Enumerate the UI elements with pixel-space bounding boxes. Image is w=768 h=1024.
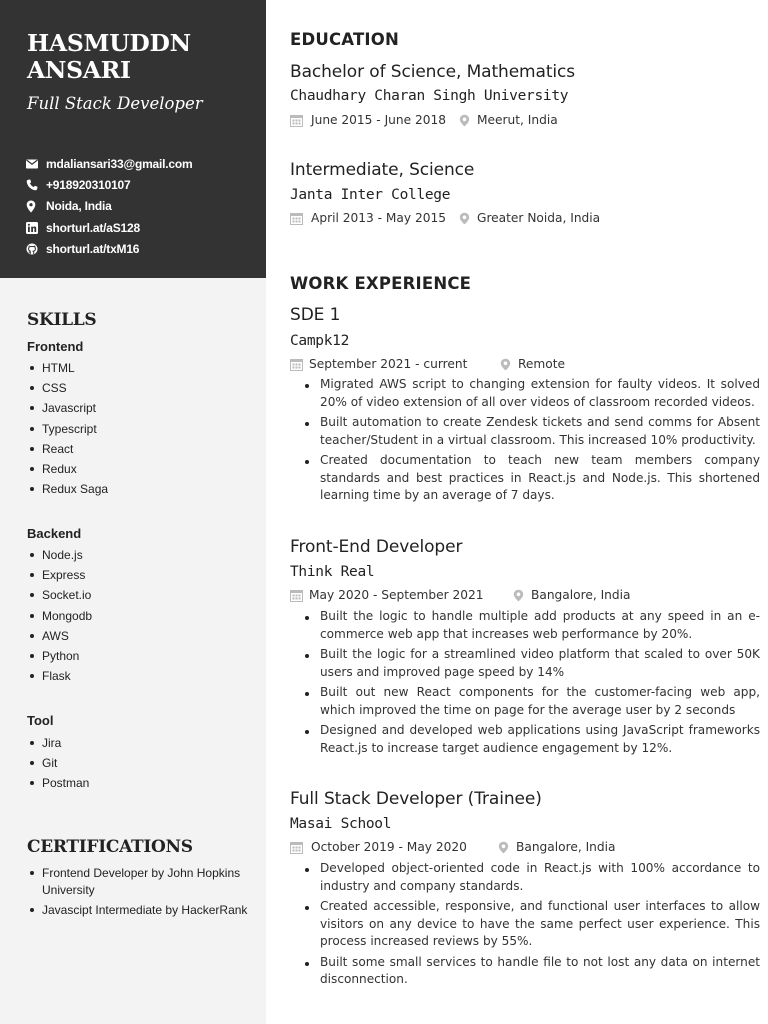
job-bullets <box>304 860 760 992</box>
list-item: Designed and developed web applications using JavaScript frameworks React.js to increase target audience engagement by 12%. <box>304 722 760 757</box>
list-item: Postman <box>28 773 89 793</box>
location-pin-icon <box>512 589 525 602</box>
list-item: Python <box>28 646 92 666</box>
contact-github[interactable]: shorturl.at/txM16 <box>26 238 261 259</box>
location-text: Bangalore, India <box>516 840 616 854</box>
job-meta <box>290 840 616 854</box>
skills-backend-list <box>28 545 92 686</box>
job-bullets <box>304 608 760 760</box>
calendar-icon <box>290 114 303 127</box>
contact-list <box>26 153 261 259</box>
list-item: React <box>28 439 108 459</box>
work-experience-heading: WORK EXPERIENCE <box>290 274 472 293</box>
company-name: Masai School <box>290 816 392 832</box>
list-item: Built the logic to handle multiple add products at any speed in an e-commerce web app that increases web performance by 20%. <box>304 608 760 643</box>
linkedin-icon <box>26 222 46 234</box>
contact-phone[interactable]: +918920310107 <box>26 174 261 195</box>
skills-frontend-list <box>28 358 108 499</box>
degree-title: Bachelor of Science, Mathematics <box>290 62 576 82</box>
location-pin-icon <box>499 358 512 371</box>
list-item: Jira <box>28 733 89 753</box>
contact-location: Noida, India <box>26 196 261 217</box>
list-item: AWS <box>28 626 92 646</box>
job-meta <box>290 588 631 602</box>
list-item: Flask <box>28 666 92 686</box>
list-item: Developed object-oriented code in React.js with 100% accordance to industry and company standards. <box>304 860 760 895</box>
list-item: Node.js <box>28 545 92 565</box>
list-item: Built the logic for a streamlined video platform that scaled to over 50K users and improved page speed by 14% <box>304 646 760 681</box>
location-pin-icon <box>497 841 510 854</box>
list-item: Redux Saga <box>28 479 108 499</box>
list-item: Built automation to create Zendesk tickets and send comms for Absent teacher/Student in a virtual classroom. This increased 10% productivity. <box>304 414 760 449</box>
date-range: May 2020 - September 2021 <box>309 588 484 602</box>
github-icon <box>26 243 46 255</box>
date-range: October 2019 - May 2020 <box>311 840 467 854</box>
calendar-icon <box>290 589 303 602</box>
skills-group-frontend-title: Frontend <box>27 339 84 354</box>
list-item: Javascript <box>28 398 108 418</box>
company-name: Think Real <box>290 564 375 580</box>
school-name: Janta Inter College <box>290 187 451 203</box>
list-item: Redux <box>28 459 108 479</box>
date-range: June 2015 - June 2018 <box>311 113 447 127</box>
location-text: Meerut, India <box>477 113 558 127</box>
sidebar <box>0 0 266 1024</box>
job-title: Full Stack Developer (Trainee) <box>290 789 542 809</box>
location-pin-icon <box>458 212 471 225</box>
list-item: Created documentation to teach new team members company standards and best practices in React.js and Node.js. This shortened learning time by an average of 7 days. <box>304 452 760 505</box>
job-title: SDE 1 <box>290 305 341 325</box>
list-item: Socket.io <box>28 585 92 605</box>
list-item: Express <box>28 565 92 585</box>
location-icon <box>26 200 46 213</box>
certifications-heading: CERTIFICATIONS <box>27 837 193 857</box>
list-item: Typescript <box>28 419 108 439</box>
date-range: April 2013 - May 2015 <box>311 211 446 225</box>
list-item: Built some small services to handle file to not lost any data on internet disconnection. <box>304 954 760 989</box>
list-item: Built out new React components for the customer-facing web app, which improved the time on page for the average user by 2 seconds <box>304 684 760 719</box>
list-item: Migrated AWS script to changing extension for faulty videos. It solved 20% of video extension of all over videos of classroom recorded videos. <box>304 376 760 411</box>
candidate-role: Full Stack Developer <box>27 94 203 113</box>
job-title: Front-End Developer <box>290 537 463 557</box>
company-name: Campk12 <box>290 333 350 349</box>
list-item: HTML <box>28 358 108 378</box>
skills-group-tool-title: Tool <box>27 713 54 728</box>
education-heading: EDUCATION <box>290 30 399 49</box>
location-pin-icon <box>458 114 471 127</box>
calendar-icon <box>290 841 303 854</box>
location-text: Remote <box>518 357 566 371</box>
profile-header <box>0 0 266 278</box>
education-meta <box>290 113 558 127</box>
job-meta <box>290 357 565 371</box>
location-text: Greater Noida, India <box>477 211 601 225</box>
phone-icon <box>26 179 46 191</box>
list-item: CSS <box>28 378 108 398</box>
date-range: September 2021 - current <box>309 357 468 371</box>
school-name: Chaudhary Charan Singh University <box>290 88 569 104</box>
education-meta <box>290 211 600 225</box>
calendar-icon <box>290 358 303 371</box>
list-item: Mongodb <box>28 606 92 626</box>
list-item: Javascipt Intermediate by HackerRank <box>28 902 253 919</box>
list-item: Created accessible, responsive, and functional user interfaces to allow visitors on any device to have the same perfect user experience. This process increased reviews by 55%. <box>304 898 760 951</box>
skills-group-backend-title: Backend <box>27 526 82 541</box>
certifications-list <box>28 865 253 923</box>
list-item: Frontend Developer by John Hopkins University <box>28 865 253 898</box>
skills-heading: SKILLS <box>27 310 97 330</box>
candidate-name: HASMUDDN ANSARI <box>27 29 191 84</box>
job-bullets <box>304 376 760 508</box>
calendar-icon <box>290 212 303 225</box>
degree-title: Intermediate, Science <box>290 160 475 180</box>
list-item: Git <box>28 753 89 773</box>
location-text: Bangalore, India <box>531 588 631 602</box>
contact-email[interactable]: mdaliansari33@gmail.com <box>26 153 261 174</box>
skills-tool-list <box>28 733 89 794</box>
email-icon <box>26 159 46 169</box>
contact-linkedin[interactable]: shorturl.at/aS128 <box>26 217 261 238</box>
